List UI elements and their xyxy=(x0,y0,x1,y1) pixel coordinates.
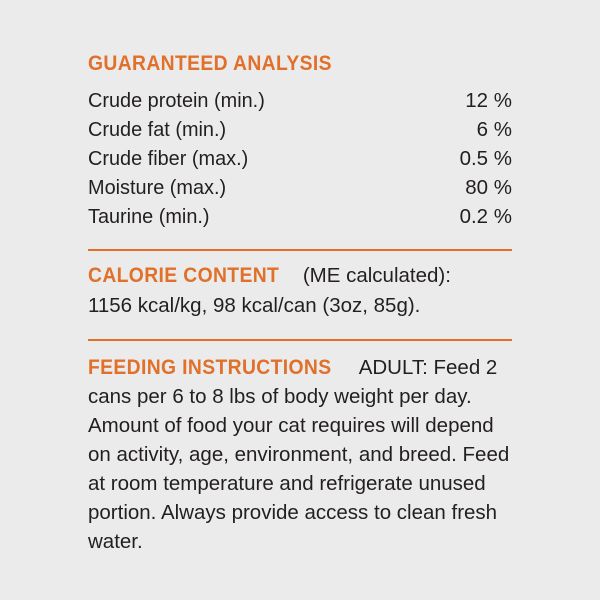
table-row xyxy=(88,144,512,173)
calorie-content-heading: CALORIE CONTENT xyxy=(88,264,280,287)
table-row xyxy=(88,86,512,115)
nutrient-name: Crude fat (min.) xyxy=(88,118,227,141)
calorie-content-headline xyxy=(88,263,512,289)
divider xyxy=(88,339,512,341)
guaranteed-analysis-list xyxy=(88,86,512,231)
calorie-content-section xyxy=(88,263,512,321)
table-row xyxy=(88,173,512,202)
nutrient-value: 6 % xyxy=(476,118,512,141)
divider xyxy=(88,249,512,251)
table-row xyxy=(88,202,512,231)
nutrient-value: 80 % xyxy=(465,176,512,199)
guaranteed-analysis-section xyxy=(88,52,512,231)
nutrient-value: 0.5 % xyxy=(459,147,512,170)
guaranteed-analysis-heading: GUARANTEED ANALYSIS xyxy=(88,52,332,75)
nutrient-name: Taurine (min.) xyxy=(88,205,210,228)
calorie-content-subtitle: (ME calculated): xyxy=(302,264,451,287)
nutrient-value: 12 % xyxy=(465,89,512,112)
nutrient-name: Moisture (max.) xyxy=(88,176,227,199)
nutrient-name: Crude fiber (max.) xyxy=(88,147,249,170)
table-row xyxy=(88,115,512,144)
feeding-instructions-heading: FEEDING INSTRUCTIONS xyxy=(88,356,332,379)
nutrient-value: 0.2 % xyxy=(459,205,512,228)
feeding-instructions-text: ADULT: Feed 2 cans per 6 to 8 lbs of body weight per day. Amount of food your cat requires will depend on activity, age, environment, and breed. Feed at room temperature and refrigerate unused portion. Always provide access to clean fresh water. xyxy=(88,356,510,553)
nutrient-name: Crude protein (min.) xyxy=(88,89,265,112)
feeding-instructions-section xyxy=(88,353,512,556)
calorie-content-value: 1156 kcal/kg, 98 kcal/can (3oz, 85g). xyxy=(88,294,421,317)
